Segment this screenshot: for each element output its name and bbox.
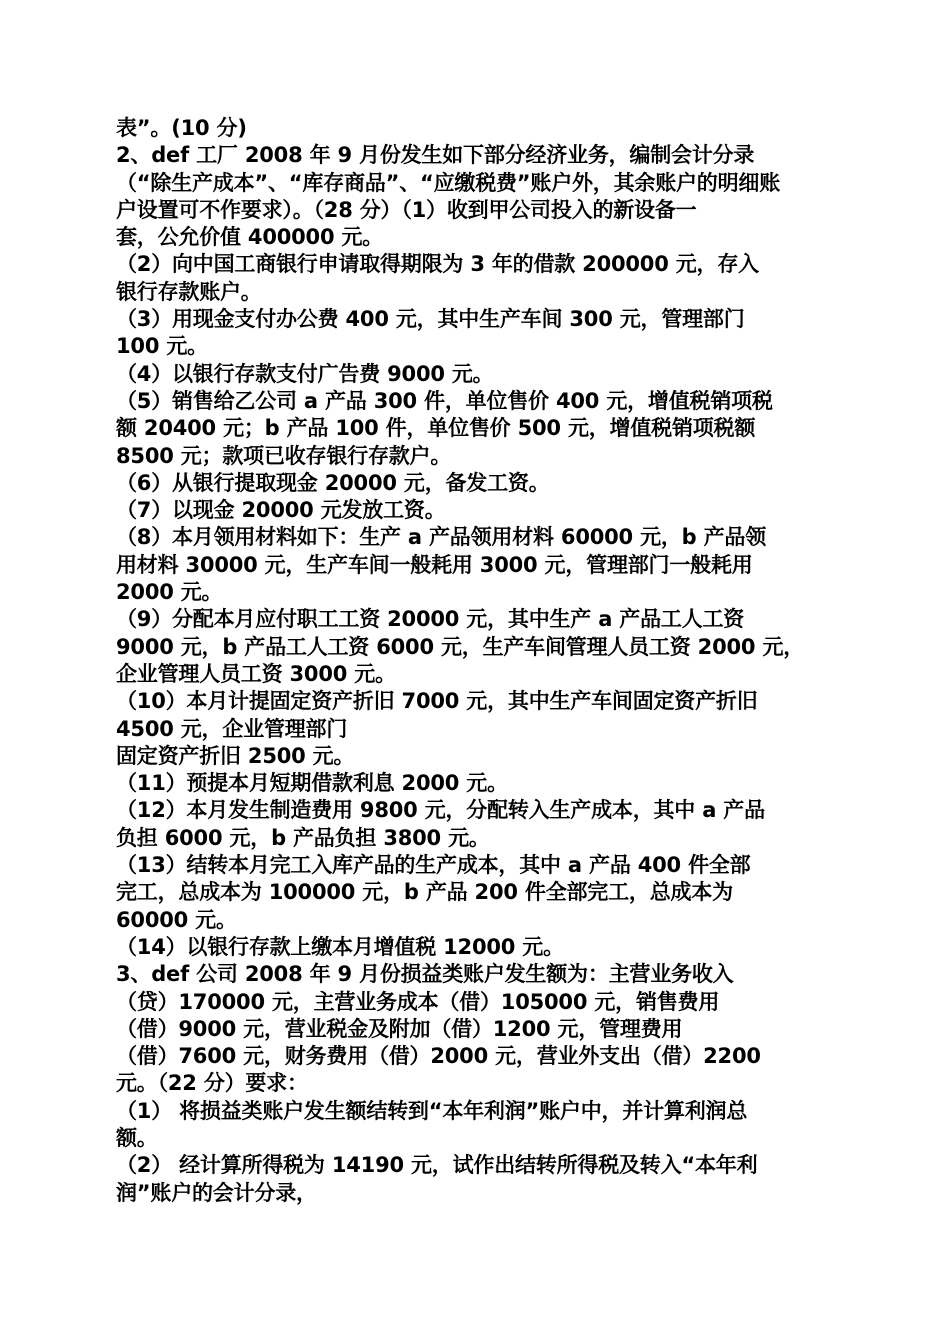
text-line: （“除生产成本”、“库存商品”、“应缴税费”账户外，其余账户的明细账 [116, 170, 781, 195]
text-line: 表”。(10 分) [116, 116, 247, 140]
text-line: 8500 元；款项已收存银行存款户。 [116, 443, 452, 468]
text-line: （5）销售给乙公司 a 产品 300 件，单位售价 400 元，增值税销项税 [116, 388, 773, 413]
text-line: 企业管理人员工资 3000 元。 [116, 661, 396, 686]
text-line: 润”账户的会计分录， [116, 1180, 317, 1205]
document-body [116, 115, 846, 1207]
text-line: 户设置可不作要求）。（28 分）（1）收到甲公司投入的新设备一 [116, 197, 697, 222]
text-line: 负担 6000 元，b 产品负担 3800 元。 [116, 825, 490, 850]
text-line: 额 20400 元；b 产品 100 件，单位售价 500 元，增值税销项税额 [116, 416, 756, 441]
text-line: 额。 [116, 1125, 158, 1150]
text-line: （借）7600 元，财务费用（借）2000 元，营业外支出（借）2200 [116, 1044, 761, 1069]
text-line: （贷）170000 元，主营业务成本（借）105000 元，销售费用 [116, 989, 720, 1014]
text-line: 4500 元，企业管理部门 [116, 716, 348, 741]
text-line: （7）以现金 20000 元发放工资。 [116, 498, 446, 523]
text-line: 银行存款账户。 [116, 279, 262, 304]
text-line: 9000 元，b 产品工人工资 6000 元，生产车间管理人员工资 2000 元， [116, 634, 805, 659]
text-line: 2、def 工厂 2008 年 9 月份发生如下部分经济业务，编制会计分录 [116, 143, 755, 168]
text-line: 套，公允价值 400000 元。 [116, 225, 384, 250]
text-line: 元。（22 分）要求： [116, 1071, 308, 1096]
text-line: 3、def 公司 2008 年 9 月份损益类账户发生额为：主营业务收入 [116, 962, 734, 987]
text-line: （8）本月领用材料如下：生产 a 产品领用材料 60000 元，b 产品领 [116, 525, 767, 550]
text-line: （14）以银行存款上缴本月增值税 12000 元。 [116, 934, 564, 959]
text-line: （1） 将损益类账户发生额结转到“本年利润”账户中，并计算利润总 [116, 1098, 748, 1123]
text-line: 60000 元。 [116, 907, 237, 932]
text-line: （2） 经计算所得税为 14190 元，试作出结转所得税及转入“本年利 [116, 1153, 758, 1178]
text-line: （11）预提本月短期借款利息 2000 元。 [116, 771, 508, 796]
text-line: （4）以银行存款支付广告费 9000 元。 [116, 361, 494, 386]
text-line: （2）向中国工商银行申请取得期限为 3 年的借款 200000 元，存入 [116, 252, 759, 277]
text-line: （3）用现金支付办公费 400 元，其中生产车间 300 元，管理部门 [116, 307, 745, 332]
text-line: （借）9000 元，营业税金及附加（借）1200 元，管理费用 [116, 1016, 683, 1041]
text-line: 用材料 30000 元，生产车间一般耗用 3000 元，管理部门一般耗用 [116, 552, 753, 577]
text-line: 完工，总成本为 100000 元，b 产品 200 件全部完工，总成本为 [116, 880, 733, 905]
text-line: 2000 元。 [116, 580, 223, 605]
text-line: （6）从银行提取现金 20000 元，备发工资。 [116, 470, 550, 495]
text-line: （13）结转本月完工入库产品的生产成本，其中 a 产品 400 件全部 [116, 853, 751, 878]
text-line: （9）分配本月应付职工工资 20000 元，其中生产 a 产品工人工资 [116, 607, 745, 632]
text-line: 100 元。 [116, 334, 208, 359]
text-line: 固定资产折旧 2500 元。 [116, 743, 355, 768]
text-line: （10）本月计提固定资产折旧 7000 元，其中生产车间固定资产折旧 [116, 689, 758, 714]
text-line: （12）本月发生制造费用 9800 元，分配转入生产成本，其中 a 产品 [116, 798, 765, 823]
